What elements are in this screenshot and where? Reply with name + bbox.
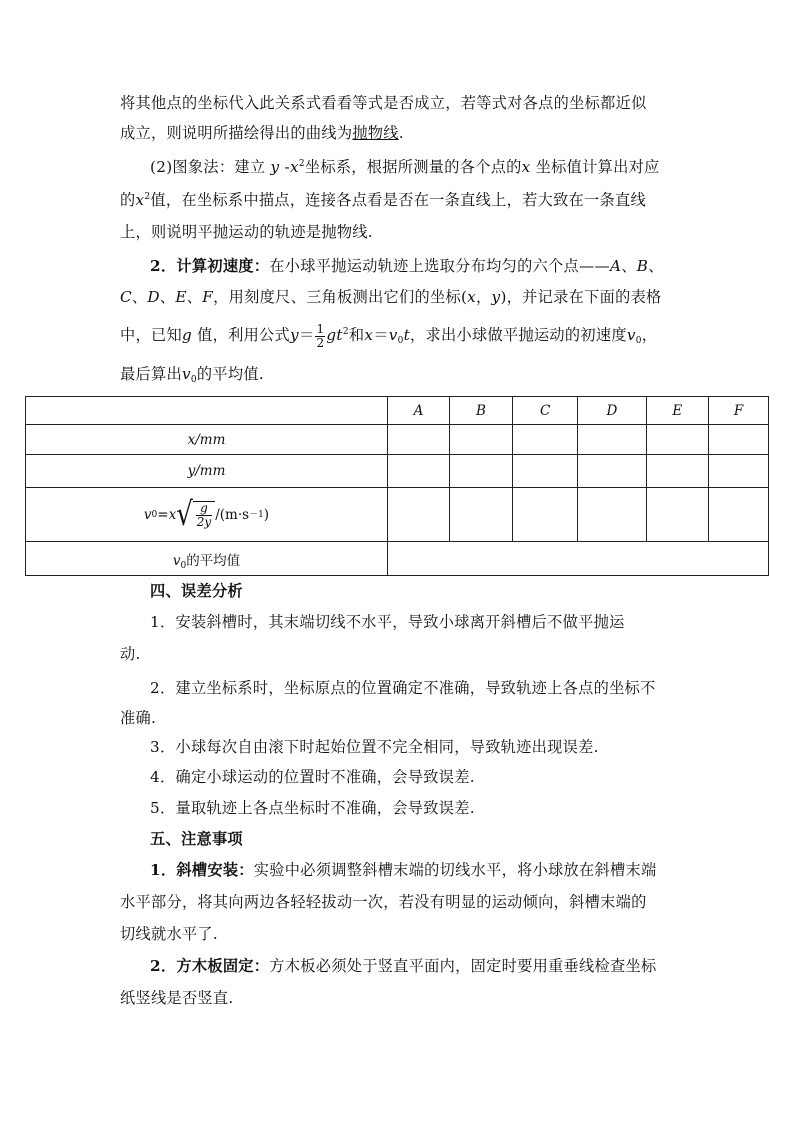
table-cell <box>449 455 512 488</box>
para1-line2: 成立，则说明所描绘得出的曲线为抛物线. <box>120 124 404 142</box>
row-label-y: y/mm <box>26 455 388 488</box>
table-row-x <box>26 425 769 455</box>
table-cell <box>709 455 769 488</box>
table-cell <box>578 425 646 455</box>
para3-line1: 2．计算初速度：在小球平抛运动轨迹上选取分布均匀的六个点——A、B、 <box>150 257 664 275</box>
table-cell <box>388 455 450 488</box>
section5-item2-line2: 纸竖线是否竖直. <box>120 989 234 1007</box>
fraction-g-over-2y: $\frac{g}{2y}$ <box>196 500 212 529</box>
para3-line4: 最后算出$v_0$的平均值. <box>120 365 264 385</box>
table-header-cell: F <box>709 397 769 425</box>
table-cell <box>646 425 709 455</box>
section4-item2-line2: 准确. <box>120 709 157 727</box>
measurement-table <box>25 396 769 576</box>
table-header-cell: B <box>449 397 512 425</box>
table-cell <box>512 425 577 455</box>
table-corner-cell <box>26 397 388 425</box>
sqrt-icon: √ <box>176 495 193 534</box>
table-row-v0 <box>26 488 769 542</box>
section5-item1-line2: 水平部分，将其向两边各轻轻拔动一次，若没有明显的运动倾向，斜槽末端的 <box>120 893 647 911</box>
table-cell <box>388 425 450 455</box>
section5-item2-line1: 2．方木板固定：方木板必须处于竖直平面内，固定时要用重垂线检查坐标 <box>150 957 657 975</box>
table-cell <box>388 488 450 542</box>
table-header-row <box>26 397 769 425</box>
section4-item5: 5．量取轨迹上各点坐标时不准确，会导致误差. <box>150 799 475 817</box>
row-label-average: $v_0$的平均值 <box>26 542 388 576</box>
table-row-average <box>26 542 769 576</box>
row-label-v0-formula <box>26 488 388 542</box>
table-row-y <box>26 455 769 488</box>
section4-item1-line2: 动. <box>120 645 141 663</box>
table-cell <box>709 488 769 542</box>
table-cell <box>512 488 577 542</box>
table-cell <box>388 542 769 576</box>
section4-item1-line1: 1．安装斜槽时，其末端切线不水平，导致小球离开斜槽后不做平抛运 <box>150 613 625 631</box>
para2-line1: (2)图象法：建立 y $-x^2$坐标系，根据所测量的各个点的x 坐标值计算出对应 <box>150 158 660 176</box>
section4-item4: 4．确定小球运动的位置时不准确，会导致误差. <box>150 768 475 786</box>
fraction-one-half: $\frac{1}{2}$ <box>316 321 325 350</box>
table-cell <box>449 488 512 542</box>
section4-item2-line1: 2．建立坐标系时，坐标原点的位置确定不准确，导致轨迹上各点的坐标不 <box>150 679 656 697</box>
section4-item3: 3．小球每次自由滚下时起始位置不完全相同，导致轨迹出现误差. <box>150 738 599 756</box>
para2-line3: 上，则说明平抛运动的轨迹是抛物线. <box>120 223 373 241</box>
table-cell <box>709 425 769 455</box>
para3-line3: 中，已知g 值，利用公式y＝ $\frac{1}{2}$ $gt^2$和$x=v_0t$，求出小球做平抛运动的初速度$v_0$， <box>120 321 658 350</box>
section5-title: 五、注意事项 <box>150 830 243 848</box>
table-cell <box>578 488 646 542</box>
section4-title: 四、误差分析 <box>150 582 243 600</box>
table-header-cell: C <box>512 397 577 425</box>
row-label-x: x/mm <box>26 425 388 455</box>
table-header-cell: E <box>646 397 709 425</box>
para1-line1: 将其他点的坐标代入此关系式看看等式是否成立，若等式对各点的坐标都近似 <box>120 94 647 112</box>
table-header-cell: A <box>388 397 450 425</box>
para3-line2: C、D、E、F，用刻度尺、三角板测出它们的坐标(x，y)，并记录在下面的表格 <box>120 288 662 306</box>
table-cell <box>449 425 512 455</box>
table-cell <box>578 455 646 488</box>
section5-item1-line1: 1．斜槽安装：实验中必须调整斜槽末端的切线水平，将小球放在斜槽末端 <box>150 861 657 879</box>
v0-formula: v 0 = x √ $\frac{g}{2y}$ /(m·s －1 ) <box>143 495 270 534</box>
para2-line2: 的$x^2$值，在坐标系中描点，连接各点看是否在一条直线上，若大致在一条直线 <box>120 191 647 209</box>
underlined-term: 抛物线 <box>352 124 399 142</box>
table-cell <box>646 488 709 542</box>
table-cell <box>646 455 709 488</box>
para3-label: 2．计算初速度： <box>150 257 270 275</box>
table-cell <box>512 455 577 488</box>
table-header-cell: D <box>578 397 646 425</box>
section5-item1-line3: 切线就水平了. <box>120 925 219 943</box>
